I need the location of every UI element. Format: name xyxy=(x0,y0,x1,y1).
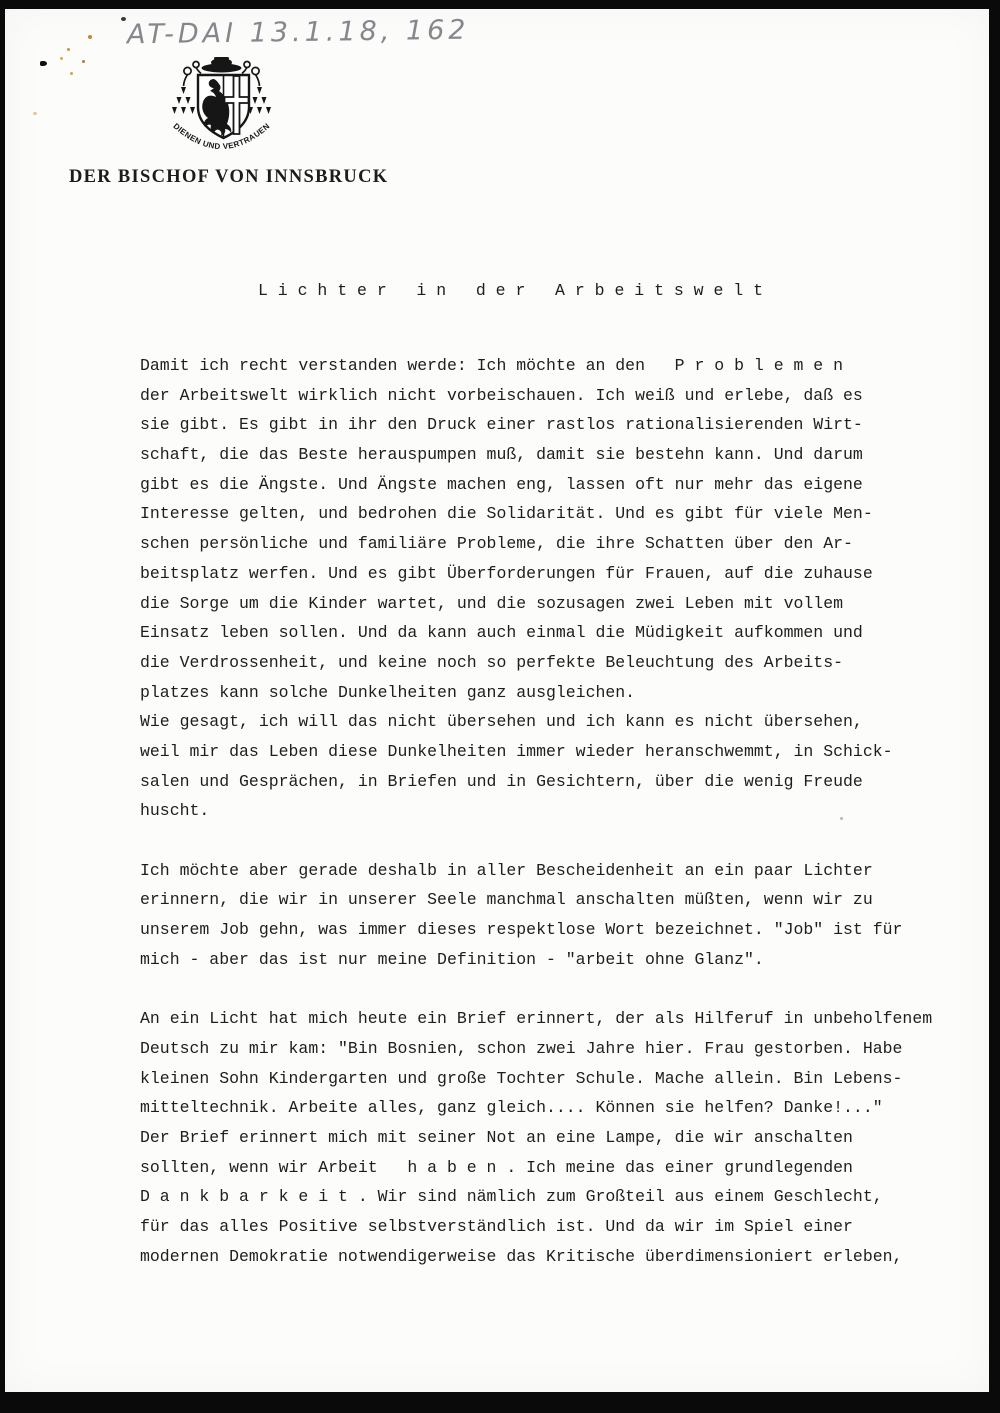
text-line: modernen Demokratie notwendigerweise das Kritische überdimensioniert erleben, xyxy=(140,1246,903,1266)
scan-speck xyxy=(60,57,63,60)
paragraph xyxy=(140,856,955,975)
letter-page xyxy=(5,9,989,1392)
scan-speck xyxy=(82,60,85,63)
paragraph xyxy=(140,351,955,826)
text-line: schen persönliche und familiäre Probleme, die ihre Schatten über den Ar- xyxy=(140,534,853,554)
scan-speck xyxy=(88,35,92,39)
text-line: salen und Gesprächen, in Briefen und in Gesichtern, über die wenig Freude xyxy=(140,771,863,791)
text-line: Deutsch zu mir kam: "Bin Bosnien, schon zwei Jahre hier. Frau gestorben. Habe xyxy=(140,1038,903,1058)
text-line: Wie gesagt, ich will das nicht übersehen und ich kann es nicht übersehen, xyxy=(140,712,863,732)
text-line: der Arbeitswelt wirklich nicht vorbeischauen. Ich weiß und erlebe, daß es xyxy=(140,385,863,405)
galero-hat-icon xyxy=(202,57,242,73)
shield-icon xyxy=(198,75,249,138)
handwritten-archive-note: AT-DAI 13.1.18, 162 xyxy=(126,14,470,51)
text-line: für das alles Positive selbstverständlich ist. Und da wir im Spiel einer xyxy=(140,1216,853,1236)
scan-speck xyxy=(33,112,37,115)
text-line: Ich möchte aber gerade deshalb in aller Bescheidenheit an ein paar Lichter xyxy=(140,860,873,880)
text-line: mich - aber das ist nur meine Definition - "arbeit ohne Glanz". xyxy=(140,949,764,969)
body-text xyxy=(140,351,955,1271)
text-line: platzes kann solche Dunkelheiten ganz ausgleichen. xyxy=(140,682,636,702)
scan-speck xyxy=(121,17,126,21)
text-line: schaft, die das Beste herauspumpen muß, damit sie bestehn kann. Und darum xyxy=(140,445,863,465)
text-line: gibt es die Ängste. Und Ängste machen eng, lassen oft nur mehr das eigene xyxy=(140,474,863,494)
text-line: erinnern, die wir in unserer Seele manchmal anschalten müßten, wenn wir zu xyxy=(140,890,873,910)
document-title: L i c h t e r i n d e r A r b e i t s w e l t xyxy=(258,281,763,300)
scan-speck xyxy=(840,817,843,820)
text-line: D a n k b a r k e i t . Wir sind nämlich zum Großteil aus einem Geschlecht, xyxy=(140,1187,883,1207)
text-line: unserem Job gehn, was immer dieses respektlose Wort bezeichnet. "Job" ist für xyxy=(140,920,903,940)
text-line: die Sorge um die Kinder wartet, und die sozusagen zwei Leben mit vollem xyxy=(140,593,844,613)
tassels-left-icon xyxy=(172,87,195,114)
text-line: weil mir das Leben diese Dunkelheiten immer wieder heranschwemmt, in Schick- xyxy=(140,741,893,761)
letterhead-title: DER BISCHOF VON INNSBRUCK xyxy=(69,167,389,187)
text-line: huscht. xyxy=(140,801,210,821)
scan-speck xyxy=(70,72,73,75)
tassels-right-icon xyxy=(248,87,271,114)
text-line: die Verdrossenheit, und keine noch so perfekte Beleuchtung des Arbeits- xyxy=(140,652,844,672)
text-line: sie gibt. Es gibt in ihr den Druck einer rastlos rationalisierenden Wirt- xyxy=(140,415,863,435)
text-line: mitteltechnik. Arbeite alles, ganz gleich.... Können sie helfen? Danke!..." xyxy=(140,1098,883,1118)
text-line: Der Brief erinnert mich mit seiner Not an eine Lampe, die wir anschalten xyxy=(140,1127,853,1147)
text-line: beitsplatz werfen. Und es gibt Überforderungen für Frauen, auf die zuhause xyxy=(140,563,873,583)
text-line: kleinen Sohn Kindergarten und große Tochter Schule. Mache allein. Bin Lebens- xyxy=(140,1068,903,1088)
text-line: An ein Licht hat mich heute ein Brief erinnert, der als Hilferuf in unbeholfenem xyxy=(140,1009,933,1029)
text-line: Damit ich recht verstanden werde: Ich möchte an den P r o b l e m e n xyxy=(140,356,844,375)
scan-speck xyxy=(40,61,47,66)
scan-speck xyxy=(67,48,70,51)
paragraph xyxy=(140,1004,955,1271)
bishop-coat-of-arms-icon xyxy=(158,56,285,158)
text-line: sollten, wenn wir Arbeit h a b e n . Ich meine das einer grundlegenden xyxy=(140,1157,853,1177)
text-line: Interesse gelten, und bedrohen die Solidarität. Und es gibt für viele Men- xyxy=(140,504,873,524)
text-line: Einsatz leben sollen. Und da kann auch einmal die Müdigkeit aufkommen und xyxy=(140,623,863,643)
crest-motto: DIENEN UND VERTRAUEN xyxy=(171,121,272,152)
